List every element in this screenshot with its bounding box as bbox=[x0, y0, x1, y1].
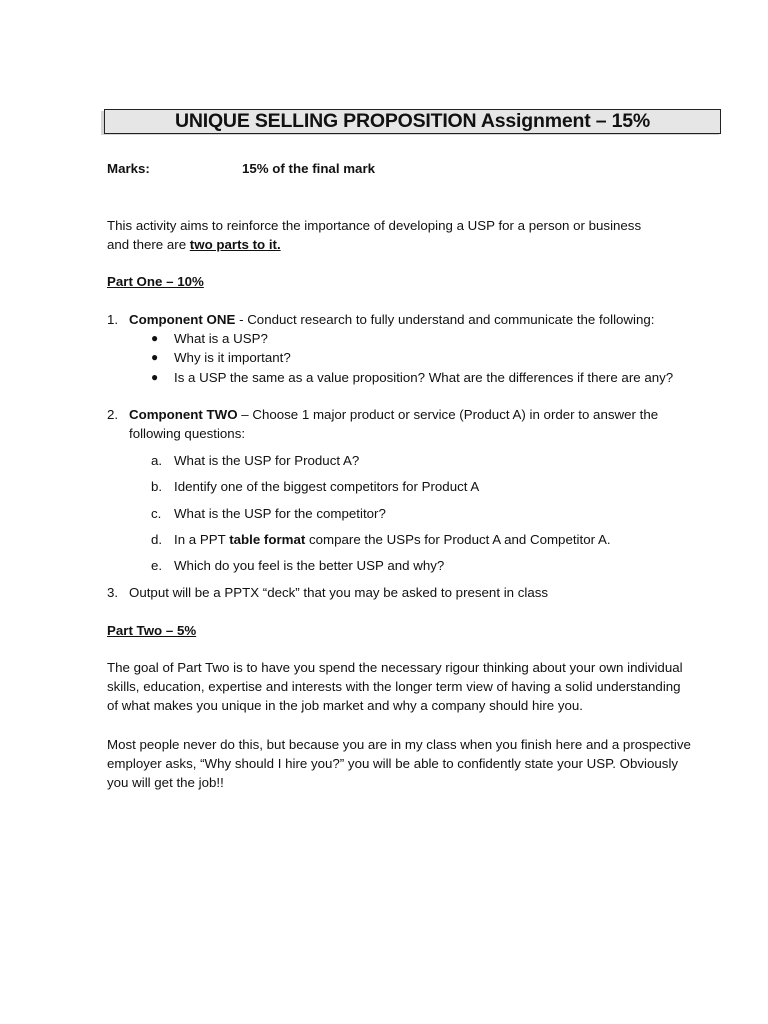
part-two-para-1-line-3: of what makes you unique in the job market and why a company should hire you. bbox=[107, 698, 584, 713]
bullet-icon: ● bbox=[151, 370, 159, 384]
subitem-c-text: What is the USP for the competitor? bbox=[174, 506, 386, 521]
intro-line-2-prefix: and there are bbox=[107, 237, 190, 252]
subitem-e-text: Which do you feel is the better USP and why? bbox=[174, 558, 445, 573]
intro-line-2 bbox=[107, 235, 281, 254]
subitem-d-letter: d. bbox=[151, 532, 163, 547]
subitem-c-letter: c. bbox=[151, 506, 162, 521]
subitem-e-letter: e. bbox=[151, 558, 163, 573]
part-two-para-1-line-2: skills, education, expertise and interests with the longer term view of having a solid understanding bbox=[107, 679, 681, 694]
part-two-heading: Part Two – 5% bbox=[107, 623, 197, 638]
document-title-text: UNIQUE SELLING PROPOSITION Assignment – 15% bbox=[174, 110, 650, 132]
subitem-d-text bbox=[174, 530, 611, 549]
bullet-item-1: What is a USP? bbox=[174, 331, 268, 346]
bullet-icon: ● bbox=[151, 331, 159, 345]
subitem-d-suffix: compare the USPs for Product A and Competitor A. bbox=[305, 532, 611, 547]
subitem-b-text: Identify one of the biggest competitors for Product A bbox=[174, 479, 480, 494]
marks-label: Marks: bbox=[107, 161, 150, 176]
marks-value: 15% of the final mark bbox=[242, 161, 376, 176]
subitem-b-letter: b. bbox=[151, 479, 163, 494]
bullet-item-2: Why is it important? bbox=[174, 350, 291, 365]
item-2-number: 2. bbox=[107, 407, 119, 422]
item-3-text: Output will be a PPTX “deck” that you may be asked to present in class bbox=[129, 585, 549, 600]
component-one-label: Component ONE bbox=[129, 312, 236, 327]
component-two-description: – Choose 1 major product or service (Product A) in order to answer the bbox=[237, 407, 659, 422]
bullet-icon: ● bbox=[151, 350, 159, 364]
part-two-para-2-line-2: employer asks, “Why should I hire you?” you will be able to confidently state your USP. Obviously bbox=[107, 756, 679, 771]
part-two-para-2-line-3: you will get the job!! bbox=[107, 775, 224, 790]
subitem-d-prefix: In a PPT bbox=[174, 532, 230, 547]
intro-emphasis: two parts to it. bbox=[189, 237, 281, 252]
subitem-a-text: What is the USP for Product A? bbox=[174, 453, 360, 468]
item-3-number: 3. bbox=[107, 585, 119, 600]
subitem-d-emphasis: table format bbox=[229, 532, 306, 547]
item-2-text-line-2: following questions: bbox=[129, 426, 246, 441]
item-1-text bbox=[129, 310, 654, 329]
part-one-heading: Part One – 10% bbox=[107, 274, 204, 289]
item-2-text-line-1 bbox=[129, 405, 658, 424]
component-two-label: Component TWO bbox=[129, 407, 238, 422]
part-two-para-1-line-1: The goal of Part Two is to have you spend the necessary rigour thinking about your own individual bbox=[107, 660, 683, 675]
component-one-description: - Conduct research to fully understand and communicate the following: bbox=[235, 312, 655, 327]
intro-line-1: This activity aims to reinforce the importance of developing a USP for a person or business bbox=[107, 218, 642, 233]
bullet-item-3: Is a USP the same as a value proposition? What are the differences if there are any? bbox=[174, 370, 674, 385]
part-two-para-2-line-1: Most people never do this, but because you are in my class when you finish here and a prospective bbox=[107, 737, 691, 752]
item-1-number: 1. bbox=[107, 312, 119, 327]
document-title bbox=[104, 109, 721, 134]
subitem-a-letter: a. bbox=[151, 453, 163, 468]
